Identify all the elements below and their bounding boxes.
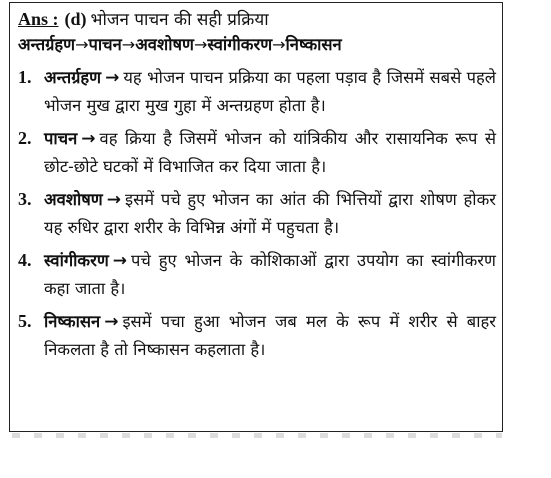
flow-step: पाचन — [88, 35, 122, 54]
right-arrow-icon: → — [105, 68, 120, 88]
flow-step: अन्तर्ग्रहण — [18, 35, 76, 54]
flow-arrow-icon: → — [75, 35, 89, 54]
item-number: 5. — [18, 311, 32, 331]
list-item — [18, 308, 496, 363]
item-body — [44, 308, 496, 363]
item-number: 4. — [18, 250, 32, 270]
list-item — [18, 64, 496, 119]
answer-label: Ans : — [18, 9, 59, 29]
flow-step: निष्कासन — [285, 35, 342, 54]
item-number: 3. — [18, 189, 32, 209]
process-flow — [18, 32, 496, 58]
item-term: अवशोषण — [44, 190, 103, 209]
item-term: स्वांगीकरण — [44, 251, 109, 270]
item-body — [44, 247, 496, 302]
right-arrow-icon: → — [106, 190, 121, 210]
bottom-divider — [12, 433, 502, 438]
flow-arrow-icon: → — [193, 35, 208, 54]
item-term: निष्कासन — [44, 312, 101, 331]
item-description: इसमें पचा हुआ भोजन जब मल के रूप में शरीर से बाहर निकलता है तो निष्कासन कहलाता है। — [44, 312, 496, 359]
item-body — [44, 186, 496, 241]
item-description: वह क्रिया है जिसमें भोजन को यांत्रिकीय और रासायनिक रूप से छोट-छोटे घटकों में विभाजित कर दिया जाता है। — [44, 129, 496, 176]
item-description: इसमें पचे हुए भोजन का आंत की भित्तियों द्वारा शोषण होकर यह रुधिर द्वारा शरीर के विभिन्न अंगों में पहुचता है। — [44, 190, 496, 237]
item-body — [44, 64, 496, 119]
item-description: यह भोजन पाचन प्रक्रिया का पहला पड़ाव है जिसमें सबसे पहले भोजन मुख द्वारा मुख गुहा में अन्तग्रहण होता है। — [44, 68, 496, 115]
flow-step: अवशोषण — [135, 35, 194, 54]
list-item — [18, 247, 496, 302]
item-number: 1. — [18, 67, 32, 87]
right-arrow-icon: → — [81, 129, 96, 149]
list-item — [18, 125, 496, 180]
item-number: 2. — [18, 128, 32, 148]
item-description: पचे हुए भोजन के कोशिकाओं द्वारा उपयोग का स्वांगीकरण कहा जाता है। — [44, 251, 496, 298]
list-item — [18, 186, 496, 241]
right-arrow-icon: → — [104, 312, 119, 332]
item-body — [44, 125, 496, 180]
answer-text: भोजन पाचन की सही प्रक्रिया — [90, 10, 269, 30]
answer-box — [9, 2, 503, 432]
right-arrow-icon: → — [112, 251, 128, 271]
flow-arrow-icon: → — [121, 35, 136, 54]
flow-arrow-icon: → — [272, 35, 286, 54]
item-term: पाचन — [44, 129, 78, 148]
answer-heading — [18, 7, 496, 32]
flow-step: स्वांगीकरण — [207, 35, 273, 54]
answer-option: (d) — [64, 9, 87, 29]
item-term: अन्तर्ग्रहण — [44, 68, 102, 87]
